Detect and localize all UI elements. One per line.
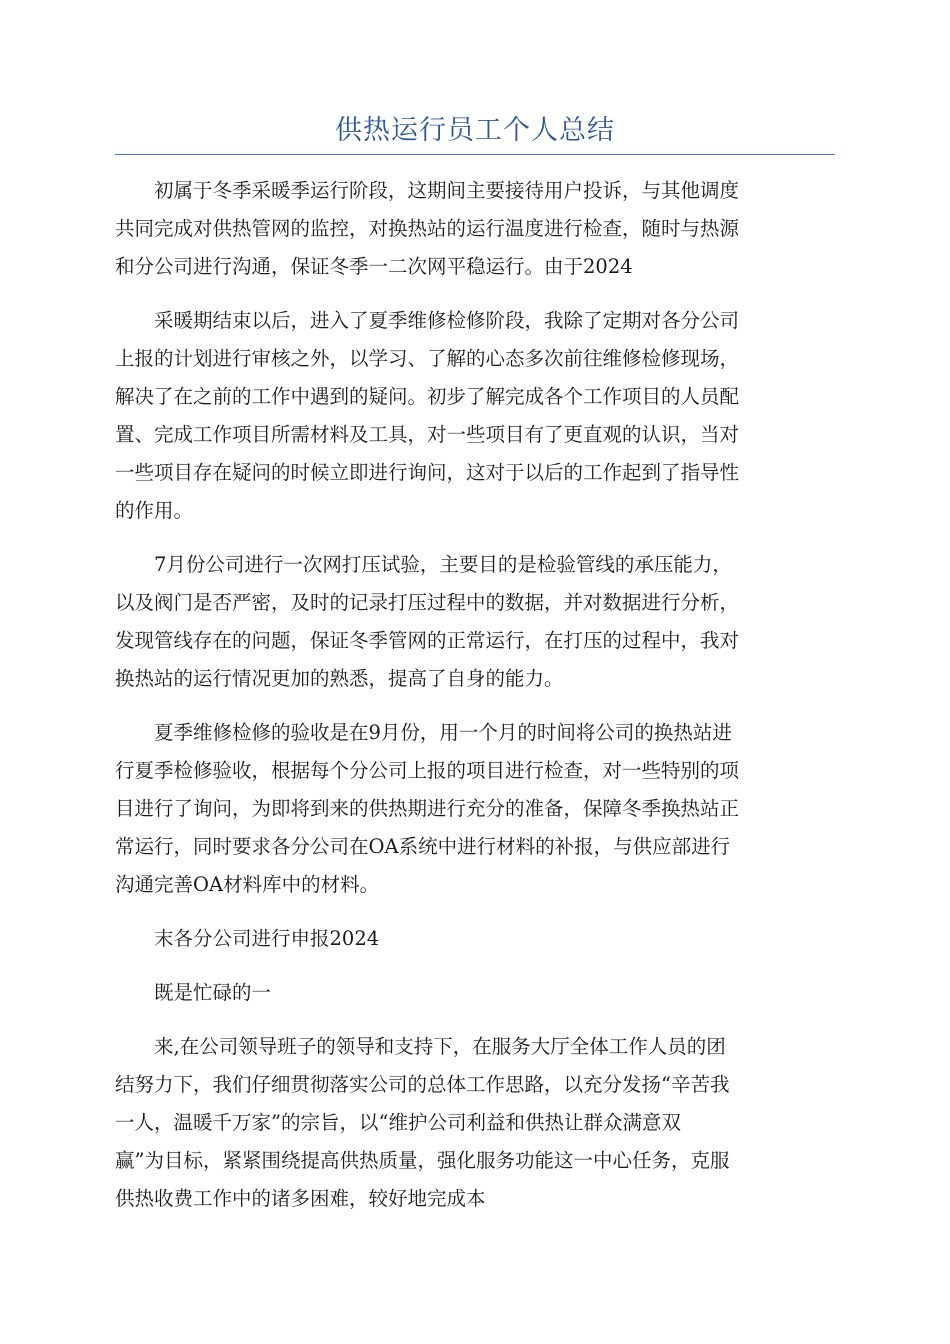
paragraph-line: 供热收费工作中的诸多困难，较好地完成本 [115, 1187, 486, 1210]
paragraph-1 [115, 172, 835, 286]
paragraph-line: 的作用。 [115, 499, 194, 522]
paragraph-line: 沟通完善OA材料库中的材料。 [115, 873, 380, 896]
paragraph-line: 7月份公司进行一次网打压试验，主要目的是检验管线的承压能力， [154, 553, 732, 576]
paragraph-6 [115, 974, 835, 1012]
title-underline [115, 154, 835, 155]
paragraph-2 [115, 302, 835, 530]
paragraph-line: 既是忙碌的一 [154, 981, 272, 1004]
paragraph-3 [115, 546, 835, 698]
paragraph-5 [115, 920, 835, 958]
paragraph-line: 初属于冬季采暖季运行阶段，这期间主要接待用户投诉，与其他调度 [154, 179, 740, 202]
paragraph-line: 发现管线存在的问题，保证冬季管网的正常运行，在打压的过程中，我对 [115, 629, 740, 652]
paragraph-line: 来,在公司领导班子的领导和支持下，在服务大厅全体工作人员的团 [154, 1035, 726, 1058]
paragraph-line: 结努力下，我们仔细贯彻落实公司的总体工作思路，以充分发扬“辛苦我 [115, 1073, 730, 1096]
paragraph-line: 和分公司进行沟通，保证冬季一二次网平稳运行。由于2024 [115, 255, 633, 278]
paragraph-line: 目进行了询问，为即将到来的供热期进行充分的准备，保障冬季换热站正 [115, 797, 740, 820]
paragraph-line: 夏季维修检修的验收是在9月份，用一个月的时间将公司的换热站进 [154, 721, 732, 744]
document-body [115, 172, 835, 1234]
paragraph-line: 换热站的运行情况更加的熟悉，提高了自身的能力。 [115, 667, 564, 690]
paragraph-line: 置、完成工作项目所需材料及工具，对一些项目有了更直观的认识，当对 [115, 423, 740, 446]
paragraph-line: 赢”为目标，紧紧围绕提高供热质量，强化服务功能这一中心任务，克服 [115, 1149, 730, 1172]
paragraph-line: 常运行，同时要求各分公司在OA系统中进行材料的补报，与供应部进行 [115, 835, 731, 858]
paragraph-line: 一人，温暖千万家”的宗旨，以“维护公司利益和供热让群众满意双 [115, 1111, 681, 1134]
paragraph-4 [115, 714, 835, 904]
paragraph-line: 末各分公司进行申报2024 [154, 927, 380, 950]
paragraph-line: 采暖期结束以后，进入了夏季维修检修阶段，我除了定期对各分公司 [154, 309, 740, 332]
paragraph-line: 行夏季检修验收，根据每个分公司上报的项目进行检查，对一些特别的项 [115, 759, 740, 782]
paragraph-7 [115, 1028, 835, 1218]
paragraph-line: 以及阀门是否严密，及时的记录打压过程中的数据，并对数据进行分析， [115, 591, 740, 614]
paragraph-line: 解决了在之前的工作中遇到的疑问。初步了解完成各个工作项目的人员配 [115, 385, 740, 408]
document-title: 供热运行员工个人总结 [335, 115, 615, 146]
paragraph-line: 共同完成对供热管网的监控，对换热站的运行温度进行检查，随时与热源 [115, 217, 740, 240]
paragraph-line: 上报的计划进行审核之外，以学习、了解的心态多次前往维修检修现场， [115, 347, 740, 370]
paragraph-line: 一些项目存在疑问的时候立即进行询问，这对于以后的工作起到了指导性 [115, 461, 740, 484]
